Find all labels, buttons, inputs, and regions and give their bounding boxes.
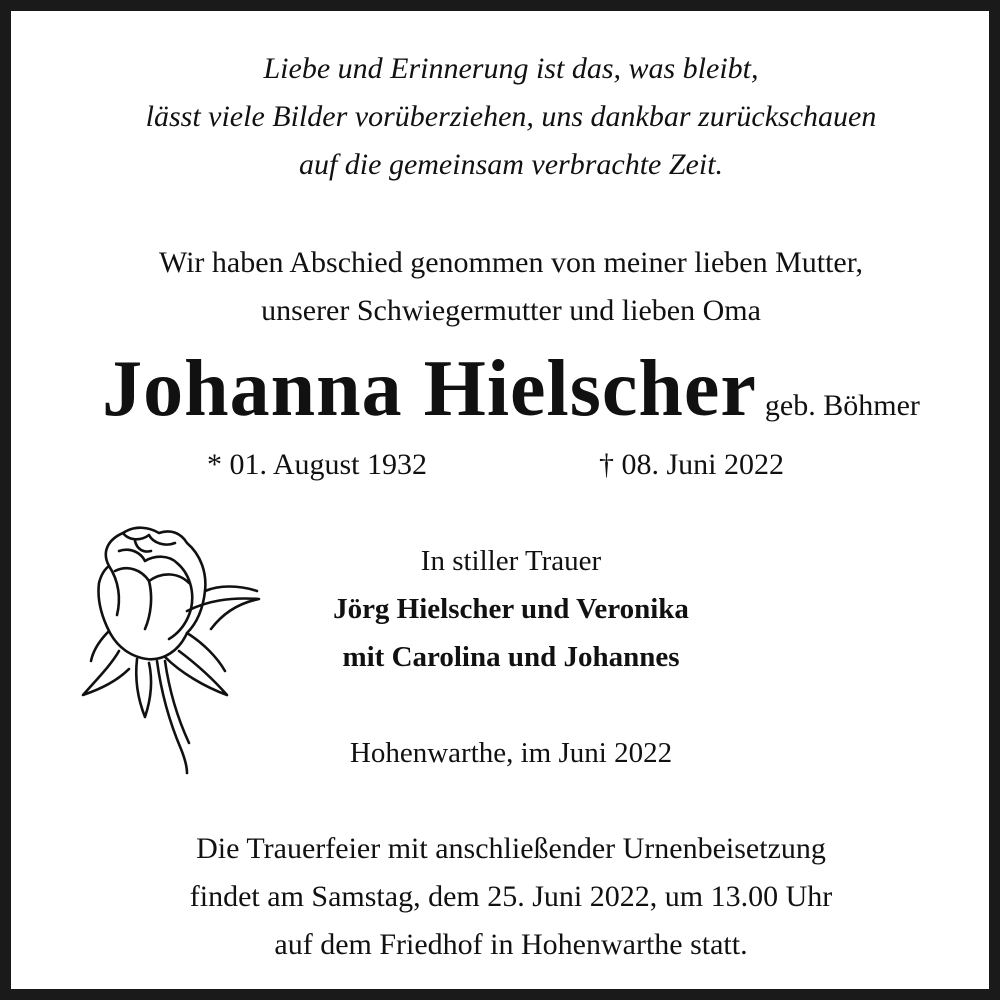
poem-line-1: Liebe und Erinnerung ist das, was bleibt, [263,52,759,85]
ceremony-line-1: Die Trauerfeier mit anschließender Urnenbeisetzung [196,832,826,865]
poem-line-3: auf die gemeinsam verbrachte Zeit. [298,148,724,181]
mourners-line-1: Jörg Hielscher und Veronika [333,593,689,625]
poem-line-2: lässt viele Bilder vorüberziehen, uns dankbar zurückschauen [145,100,877,133]
ceremony-line-3: auf dem Friedhof in Hohenwarthe statt. [274,928,748,961]
birth-date: * 01. August 1932 [207,448,428,481]
ceremony-line-2: findet am Samstag, dem 25. Juni 2022, um 13.00 Uhr [189,880,833,913]
deceased-name: Johanna Hielscher [102,345,757,433]
birth-name: geb. Böhmer [764,389,920,422]
place-date: Hohenwarthe, im Juni 2022 [349,737,673,769]
mourning-heading: In stiller Trauer [420,545,602,577]
death-date: † 08. Juni 2022 [599,448,785,481]
deceased-name-row [11,345,1000,433]
intro-line-1: Wir haben Abschied genommen von meiner lieben Mutter, [158,246,864,279]
mourners-line-2: mit Carolina und Johannes [342,641,680,673]
intro-line-2: unserer Schwiegermutter und lieben Oma [261,294,761,327]
